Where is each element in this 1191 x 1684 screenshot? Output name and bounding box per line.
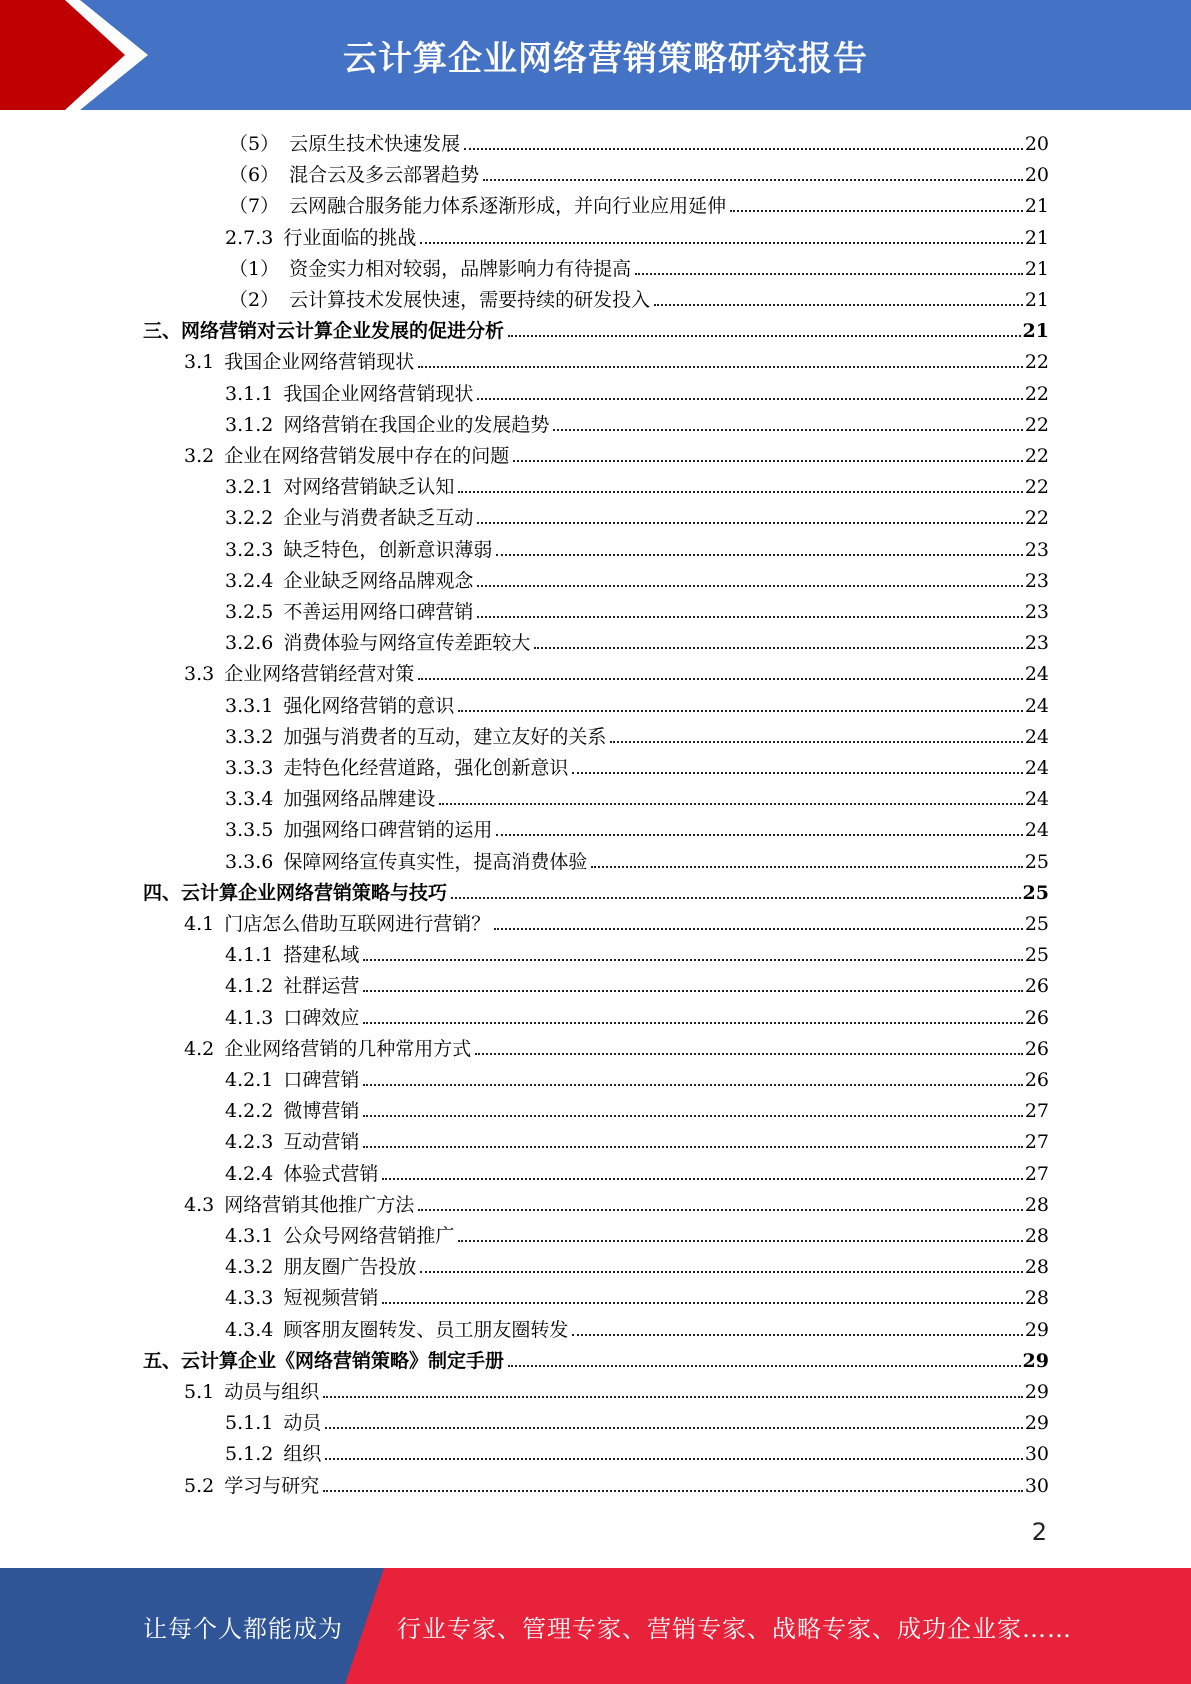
toc-entry-title: 朋友圈广告投放 [283, 1256, 417, 1279]
toc-entry-page: 23 [1024, 601, 1049, 623]
toc-entry[interactable] [225, 1218, 1049, 1248]
toc-entry-page: 28 [1024, 1256, 1049, 1279]
toc-dot-leader [496, 554, 1022, 556]
toc-entry-number: 四、 [143, 881, 182, 904]
toc-entry-page: 27 [1024, 1131, 1049, 1154]
toc-entry-number: 3.2.4 [225, 569, 274, 592]
toc-entry-number: 3.1.1 [225, 382, 274, 405]
toc-dot-leader [496, 834, 1022, 836]
toc-entry-page: 20 [1024, 164, 1049, 187]
toc-entry-number: 3.2.3 [225, 538, 274, 561]
toc-entry-page: 21 [1024, 195, 1049, 218]
toc-entry-page: 30 [1024, 1443, 1049, 1466]
toc-entry-page: 26 [1024, 1069, 1049, 1091]
toc-entry-number: 三、 [143, 320, 182, 343]
toc-entry-title: 互动营销 [283, 1131, 360, 1154]
toc-entry-number: 4.3 [184, 1193, 215, 1216]
toc-entry[interactable] [225, 1249, 1049, 1279]
toc-entry-title: 微博营销 [283, 1100, 360, 1123]
toc-entry-page: 25 [1024, 944, 1049, 967]
toc-entry[interactable] [225, 594, 1049, 624]
toc-dot-leader [363, 1115, 1022, 1117]
toc-dot-leader [483, 179, 1023, 181]
toc-entry-title: 企业在网络营销发展中存在的问题 [224, 445, 510, 467]
toc-entry[interactable] [184, 906, 1049, 936]
toc-entry-title: 学习与研究 [224, 1474, 320, 1497]
toc-entry-number: 3.1.2 [225, 413, 274, 436]
toc-entry-page: 27 [1024, 1100, 1049, 1123]
toc-entry-number: 3.3 [184, 663, 215, 686]
toc-entry-number: （5） [229, 133, 280, 155]
toc-entry[interactable] [225, 937, 1049, 967]
toc-dot-leader [418, 1209, 1023, 1211]
toc-entry[interactable] [143, 875, 1049, 905]
toc-entry-number: 4.1 [184, 913, 215, 935]
toc-dot-leader [494, 928, 1023, 930]
toc-dot-leader [363, 959, 1022, 961]
toc-dot-leader [382, 1302, 1022, 1304]
toc-entry[interactable] [225, 812, 1049, 842]
toc-entry-title: 动员与组织 [224, 1381, 320, 1403]
footer-roles: 行业专家、管理专家、营销专家、战略专家、成功企业家…… [397, 1614, 1072, 1643]
toc-entry-page: 22 [1024, 413, 1049, 436]
toc-entry-page: 29 [1024, 1318, 1049, 1341]
toc-entry-page: 28 [1024, 1287, 1049, 1310]
toc-entry-number: （7） [229, 195, 280, 218]
toc-dot-leader [363, 1022, 1022, 1024]
toc-dot-leader [464, 148, 1023, 150]
toc-entry-number: 5.1 [184, 1381, 215, 1403]
toc-entry-page: 24 [1024, 819, 1049, 842]
toc-dot-leader [508, 335, 1021, 337]
toc-entry-number: 3.1 [184, 351, 215, 374]
toc-entry-page: 25 [1022, 881, 1049, 904]
toc-dot-leader [534, 647, 1022, 649]
toc-entry-title: 企业与消费者缺乏互动 [283, 507, 474, 530]
toc-entry[interactable] [229, 282, 1049, 312]
toc-dot-leader [654, 304, 1023, 306]
toc-entry-title: 网络营销对云计算企业发展的促进分析 [181, 320, 505, 343]
toc-entry-page: 25 [1024, 850, 1049, 873]
toc-entry-number: 5.1.1 [225, 1412, 274, 1435]
toc-entry-title: 公众号网络营销推广 [283, 1225, 455, 1247]
toc-entry-page: 29 [1024, 1412, 1049, 1435]
toc-entry[interactable] [225, 1405, 1049, 1435]
toc-entry-title: 不善运用网络口碑营销 [283, 601, 474, 623]
toc-dot-leader [323, 1396, 1023, 1398]
toc-dot-leader [458, 1240, 1022, 1242]
toc-entry-number: 4.2.3 [225, 1131, 274, 1154]
toc-dot-leader [363, 1084, 1022, 1086]
toc-entry-number: 4.3.2 [225, 1256, 274, 1279]
toc-entry-number: （2） [229, 289, 280, 311]
toc-entry[interactable] [225, 563, 1049, 593]
toc-entry[interactable] [184, 1468, 1049, 1498]
toc-entry-number: 3.3.5 [225, 819, 274, 842]
toc-entry[interactable] [184, 344, 1049, 374]
toc-dot-leader [325, 1458, 1022, 1460]
page-header [0, 0, 1191, 110]
toc-dot-leader [477, 616, 1022, 618]
toc-dot-leader [439, 803, 1022, 805]
toc-entry-page: 26 [1024, 1006, 1049, 1029]
report-title: 云计算企业网络营销策略研究报告 [343, 38, 868, 79]
toc-entry-title: 口碑效应 [283, 1006, 360, 1029]
toc-entry-title: 加强网络品牌建设 [283, 788, 436, 811]
toc-entry-number: 3.3.3 [225, 757, 274, 779]
toc-entry[interactable] [225, 688, 1049, 718]
toc-entry-number: 4.2.2 [225, 1100, 274, 1123]
toc-entry[interactable] [225, 719, 1049, 749]
toc-entry-title: 网络营销其他推广方法 [224, 1193, 415, 1216]
toc-dot-leader [477, 522, 1022, 524]
toc-dot-leader [451, 897, 1021, 899]
toc-entry-page: 26 [1024, 1037, 1049, 1060]
toc-entry-number: （6） [229, 164, 280, 187]
toc-entry[interactable] [225, 1093, 1049, 1123]
toc-entry[interactable] [225, 1312, 1049, 1342]
toc-dot-leader [477, 398, 1022, 400]
toc-entry-page: 28 [1024, 1193, 1049, 1216]
toc-dot-leader [418, 678, 1023, 680]
toc-entry[interactable] [225, 781, 1049, 811]
toc-dot-leader [325, 1427, 1022, 1429]
toc-entry-page: 24 [1024, 663, 1049, 686]
toc-dot-leader [508, 1365, 1021, 1367]
toc-entry-number: 4.3.3 [225, 1287, 274, 1310]
toc-entry-title: 云计算技术发展快速，需要持续的研发投入 [289, 289, 651, 311]
toc-entry[interactable] [229, 188, 1049, 218]
toc-entry-number: 3.3.6 [225, 850, 274, 873]
toc-entry-page: 24 [1024, 725, 1049, 748]
toc-entry-page: 22 [1024, 351, 1049, 374]
toc-entry-title: 缺乏特色，创新意识薄弱 [283, 538, 493, 561]
toc-entry-page: 21 [1024, 289, 1049, 311]
toc-entry[interactable] [225, 844, 1049, 874]
toc-entry[interactable] [225, 1280, 1049, 1310]
toc-entry-number: 4.3.4 [225, 1318, 274, 1341]
toc-entry-title: 云原生技术快速发展 [289, 133, 461, 155]
toc-entry-title: 云网融合服务能力体系逐渐形成，并向行业应用延伸 [289, 195, 727, 218]
toc-dot-leader [513, 460, 1023, 462]
toc-dot-leader [458, 710, 1022, 712]
toc-entry-number: 4.2.1 [225, 1069, 274, 1091]
toc-dot-leader [382, 1178, 1022, 1180]
toc-dot-leader [363, 1146, 1022, 1148]
toc-entry-page: 30 [1024, 1474, 1049, 1497]
toc-entry-title: 强化网络营销的意识 [283, 694, 455, 717]
toc-entry-page: 21 [1024, 226, 1049, 249]
toc-entry[interactable] [225, 1124, 1049, 1154]
toc-entry-title: 门店怎么借助互联网进行营销？ [224, 913, 491, 935]
toc-entry[interactable] [225, 220, 1049, 250]
toc-entry-number: 4.1.2 [225, 975, 274, 998]
toc-entry-title: 对网络营销缺乏认知 [283, 476, 455, 499]
toc-dot-leader [477, 585, 1022, 587]
toc-entry[interactable] [184, 1374, 1049, 1404]
toc-entry-title: 走特色化经营道路，强化创新意识 [283, 757, 569, 779]
toc-entry-title: 我国企业网络营销现状 [283, 382, 474, 405]
toc-entry-title: 网络营销在我国企业的发展趋势 [283, 413, 550, 436]
toc-entry-number: 3.2 [184, 445, 215, 467]
toc-entry-number: 3.2.1 [225, 476, 274, 499]
footer-slogan: 让每个人都能成为 [143, 1614, 343, 1643]
toc-dot-leader [418, 366, 1023, 368]
toc-entry-number: （1） [229, 257, 280, 280]
toc-entry-title: 搭建私域 [283, 944, 360, 967]
toc-entry[interactable] [225, 1156, 1049, 1186]
toc-entry-number: 4.3.1 [225, 1225, 274, 1247]
toc-entry-title: 云计算企业网络营销策略与技巧 [181, 881, 448, 904]
toc-entry-page: 26 [1024, 975, 1049, 998]
toc-entry-number: 五、 [143, 1349, 182, 1372]
toc-dot-leader [458, 491, 1022, 493]
toc-entry[interactable] [225, 750, 1049, 780]
toc-entry[interactable] [225, 968, 1049, 998]
toc-entry-title: 体验式营销 [283, 1162, 379, 1185]
toc-entry-page: 24 [1024, 757, 1049, 779]
toc-entry-title: 动员 [283, 1412, 322, 1435]
toc-entry-title: 保障网络宣传真实性，提高消费体验 [283, 850, 588, 873]
toc-entry-page: 24 [1024, 788, 1049, 811]
toc-entry-page: 21 [1024, 257, 1049, 280]
toc-entry[interactable] [184, 1187, 1049, 1217]
toc-entry[interactable] [225, 407, 1049, 437]
toc-entry[interactable] [184, 438, 1049, 468]
toc-entry-title: 混合云及多云部署趋势 [289, 164, 480, 187]
toc-entry[interactable] [225, 1062, 1049, 1092]
toc-entry-number: 4.1.1 [225, 944, 274, 967]
toc-entry-page: 22 [1024, 476, 1049, 499]
toc-entry-title: 云计算企业《网络营销策略》制定手册 [181, 1349, 505, 1372]
toc-entry-page: 27 [1024, 1162, 1049, 1185]
toc-entry-number: 2.7.3 [225, 226, 274, 249]
toc-entry-number: 3.2.2 [225, 507, 274, 530]
toc-entry[interactable] [229, 251, 1049, 281]
toc-entry-number: 4.1.3 [225, 1006, 274, 1029]
toc-entry-page: 20 [1024, 133, 1049, 155]
toc-dot-leader [363, 990, 1022, 992]
toc-entry[interactable] [225, 625, 1049, 655]
toc-entry-number: 3.3.4 [225, 788, 274, 811]
toc-entry[interactable] [143, 1343, 1049, 1373]
toc-entry[interactable] [225, 1000, 1049, 1030]
toc-entry-title: 企业网络营销经营对策 [224, 663, 415, 686]
page-footer [0, 1568, 1191, 1684]
toc-entry-page: 24 [1024, 694, 1049, 717]
toc-entry[interactable] [229, 126, 1049, 156]
toc-entry-title: 消费体验与网络宣传差距较大 [283, 632, 531, 655]
toc-entry[interactable] [184, 656, 1049, 686]
toc-dot-leader [591, 866, 1022, 868]
toc-entry-title: 资金实力相对较弱，品牌影响力有待提高 [289, 257, 632, 280]
toc-entry-number: 5.2 [184, 1474, 215, 1497]
toc-entry-title: 加强网络口碑营销的运用 [283, 819, 493, 842]
toc-entry-page: 28 [1024, 1225, 1049, 1247]
toc-dot-leader [323, 1490, 1023, 1492]
toc-entry[interactable] [225, 469, 1049, 499]
toc-entry-number: 3.3.2 [225, 725, 274, 748]
toc-entry[interactable] [225, 500, 1049, 530]
toc-entry-title: 顾客朋友圈转发、员工朋友圈转发 [283, 1318, 569, 1341]
toc-entry-page: 21 [1022, 320, 1049, 343]
toc-entry-title: 我国企业网络营销现状 [224, 351, 415, 374]
toc-entry-page: 25 [1024, 913, 1049, 935]
page-number: 2 [1031, 1518, 1047, 1546]
toc-entry-title: 组织 [283, 1443, 322, 1466]
toc-entry[interactable] [225, 376, 1049, 406]
toc-entry-page: 23 [1024, 569, 1049, 592]
toc-dot-leader [572, 772, 1022, 774]
toc-entry-title: 企业网络营销的几种常用方式 [224, 1037, 472, 1060]
toc-entry-title: 短视频营销 [283, 1287, 379, 1310]
toc-entry-page: 22 [1024, 382, 1049, 405]
toc-dot-leader [730, 210, 1023, 212]
toc-dot-leader [610, 741, 1022, 743]
toc-entry-number: 3.2.5 [225, 601, 274, 623]
toc-entry[interactable] [143, 313, 1049, 343]
toc-entry-number: 3.3.1 [225, 694, 274, 717]
toc-entry-page: 22 [1024, 445, 1049, 467]
toc-entry-title: 口碑营销 [283, 1069, 360, 1091]
toc-entry[interactable] [225, 1436, 1049, 1466]
toc-entry-page: 23 [1024, 538, 1049, 561]
toc-dot-leader [420, 242, 1022, 244]
toc-entry-page: 23 [1024, 632, 1049, 655]
toc-dot-leader [475, 1053, 1023, 1055]
toc-dot-leader [420, 1271, 1022, 1273]
toc-entry[interactable] [229, 157, 1049, 187]
toc-entry-page: 29 [1024, 1381, 1049, 1403]
toc-entry-title: 企业缺乏网络品牌观念 [283, 569, 474, 592]
toc-entry-title: 行业面临的挑战 [283, 226, 417, 249]
toc-entry-number: 3.2.6 [225, 632, 274, 655]
toc-entry-number: 4.2.4 [225, 1162, 274, 1185]
toc-entry-page: 29 [1022, 1349, 1049, 1372]
toc-entry-title: 加强与消费者的互动，建立友好的关系 [283, 725, 607, 748]
toc-entry[interactable] [184, 1031, 1049, 1061]
toc-dot-leader [553, 429, 1022, 431]
toc-entry-title: 社群运营 [283, 975, 360, 998]
toc-entry-number: 5.1.2 [225, 1443, 274, 1466]
toc-entry[interactable] [225, 532, 1049, 562]
toc-dot-leader [572, 1334, 1022, 1336]
toc-entry-number: 4.2 [184, 1037, 215, 1060]
toc-entry-page: 22 [1024, 507, 1049, 530]
toc-dot-leader [635, 273, 1023, 275]
